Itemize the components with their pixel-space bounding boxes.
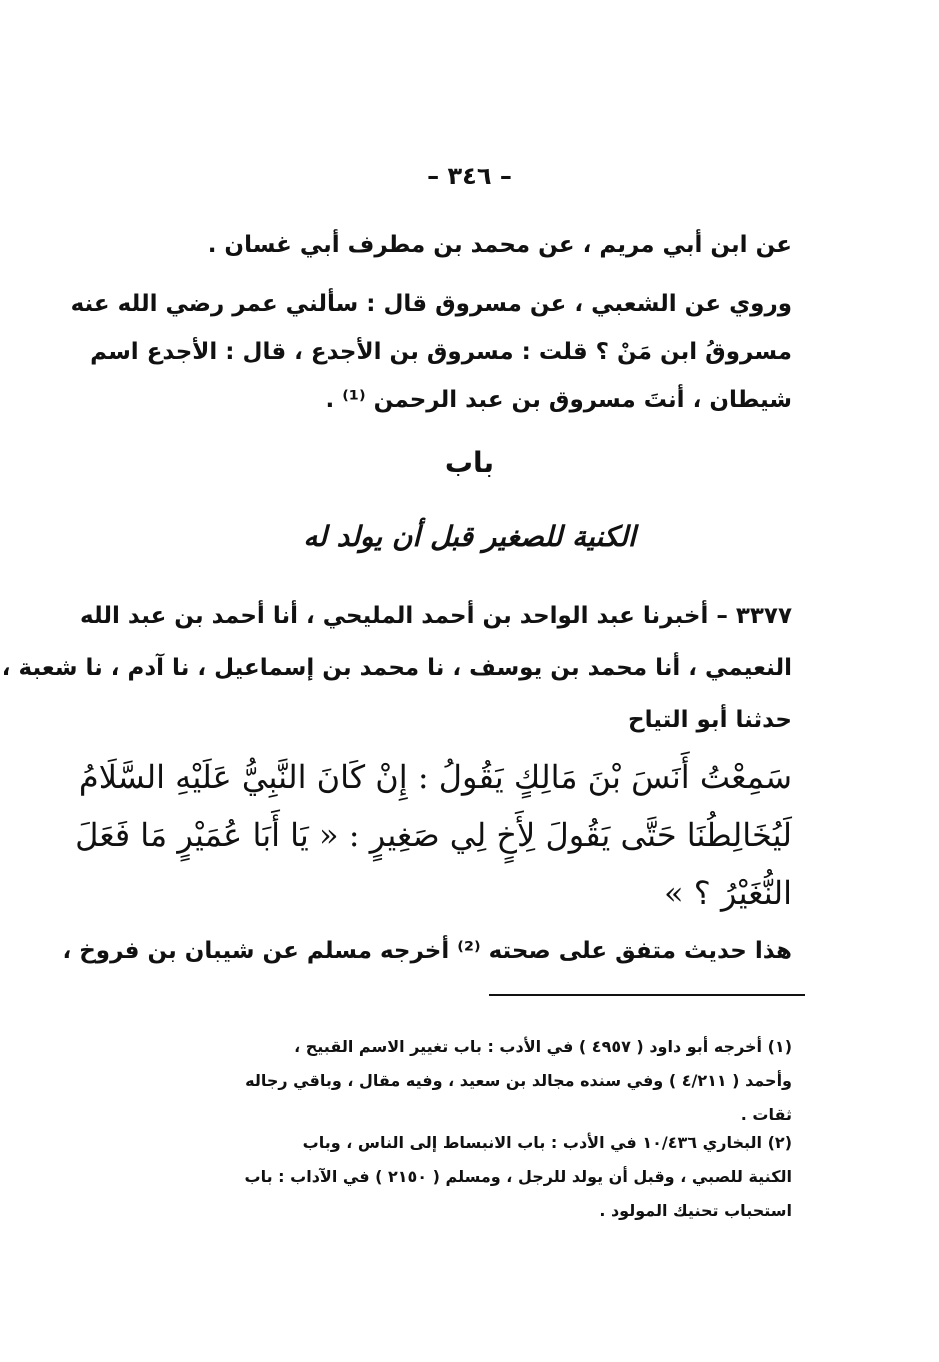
footnote-line: (٢) البخاري ١٠/٤٣٦ في الأدب : باب الانبساط إلى الناس ، وباب <box>302 1133 792 1152</box>
footnote-line: (١) أخرجه أبو داود ( ٤٩٥٧ ) في الأدب : باب تغيير الاسم القبيح ، <box>294 1037 792 1056</box>
paragraph-line: ٣٣٧٧ – أخبرنا عبد الواحد بن أحمد المليحي ، أنا أحمد بن عبد الله <box>80 603 792 629</box>
footnote-2 <box>140 1126 792 1228</box>
paragraph-line: وروي عن الشعبي ، عن مسروق قال : سألني عمر رضي الله عنه <box>70 291 792 317</box>
footnote-1 <box>140 1030 792 1132</box>
conclusion-paragraph <box>62 928 792 974</box>
intro-text: عن ابن أبي مريم ، عن محمد بن مطرف أبي غسان . <box>207 232 792 258</box>
hadith-line: سَمِعْتُ أَنَسَ بْنَ مَالِكٍ يَقُولُ : إِنْ كَانَ النَّبِيُّ عَلَيْهِ السَّلَامُ <box>78 758 792 796</box>
hadith-line: النُّغَيْرُ ؟ » <box>664 874 792 912</box>
chapter-title: الكنية للصغير قبل أن يولد له <box>303 520 636 553</box>
paragraph-isnad <box>1 590 792 746</box>
intro-line <box>140 222 792 268</box>
paragraph-masruq <box>70 280 792 424</box>
paragraph-line: النعيمي ، أنا محمد بن يوسف ، نا محمد بن إسماعيل ، نا آدم ، نا شعبة ، <box>1 655 792 681</box>
hadith-text <box>75 748 792 922</box>
conclusion-text: هذا حديث متفق على صحته ⁽²⁾ أخرجه مسلم عن شيبان بن فروخ ، <box>62 938 792 964</box>
paragraph-line: شيطان ، أنتَ مسروق بن عبد الرحمن ⁽¹⁾ . <box>325 387 792 413</box>
footnote-line: الكنية للصبي ، وقبل أن يولد للرجل ، ومسلم ( ٢١٥٠ ) في الآداب : باب <box>244 1167 792 1186</box>
footnote-line: استحباب تحنيك المولود . <box>599 1201 792 1220</box>
page-number: – ٣٤٦ – <box>427 162 512 190</box>
paragraph-line: حدثنا أبو التياح <box>628 707 792 733</box>
hadith-line: لَيُخَالِطُنَا حَتَّى يَقُولَ لِأَخٍ لِي صَغِيرٍ : « يَا أَبَا عُمَيْرٍ مَا فَعَلَ <box>75 816 792 854</box>
footnote-line: وأحمد ( ٤/٢١١ ) وفي سنده مجالد بن سعيد ، وفيه مقال ، وباقي رجاله <box>245 1071 792 1090</box>
footnote-line: ثقات . <box>740 1105 792 1124</box>
footnote-divider <box>489 994 805 996</box>
chapter-heading: باب <box>444 446 495 479</box>
paragraph-line: مسروقُ ابن مَنْ ؟ قلت : مسروق بن الأجدع ، قال : الأجدع اسم <box>90 339 792 365</box>
